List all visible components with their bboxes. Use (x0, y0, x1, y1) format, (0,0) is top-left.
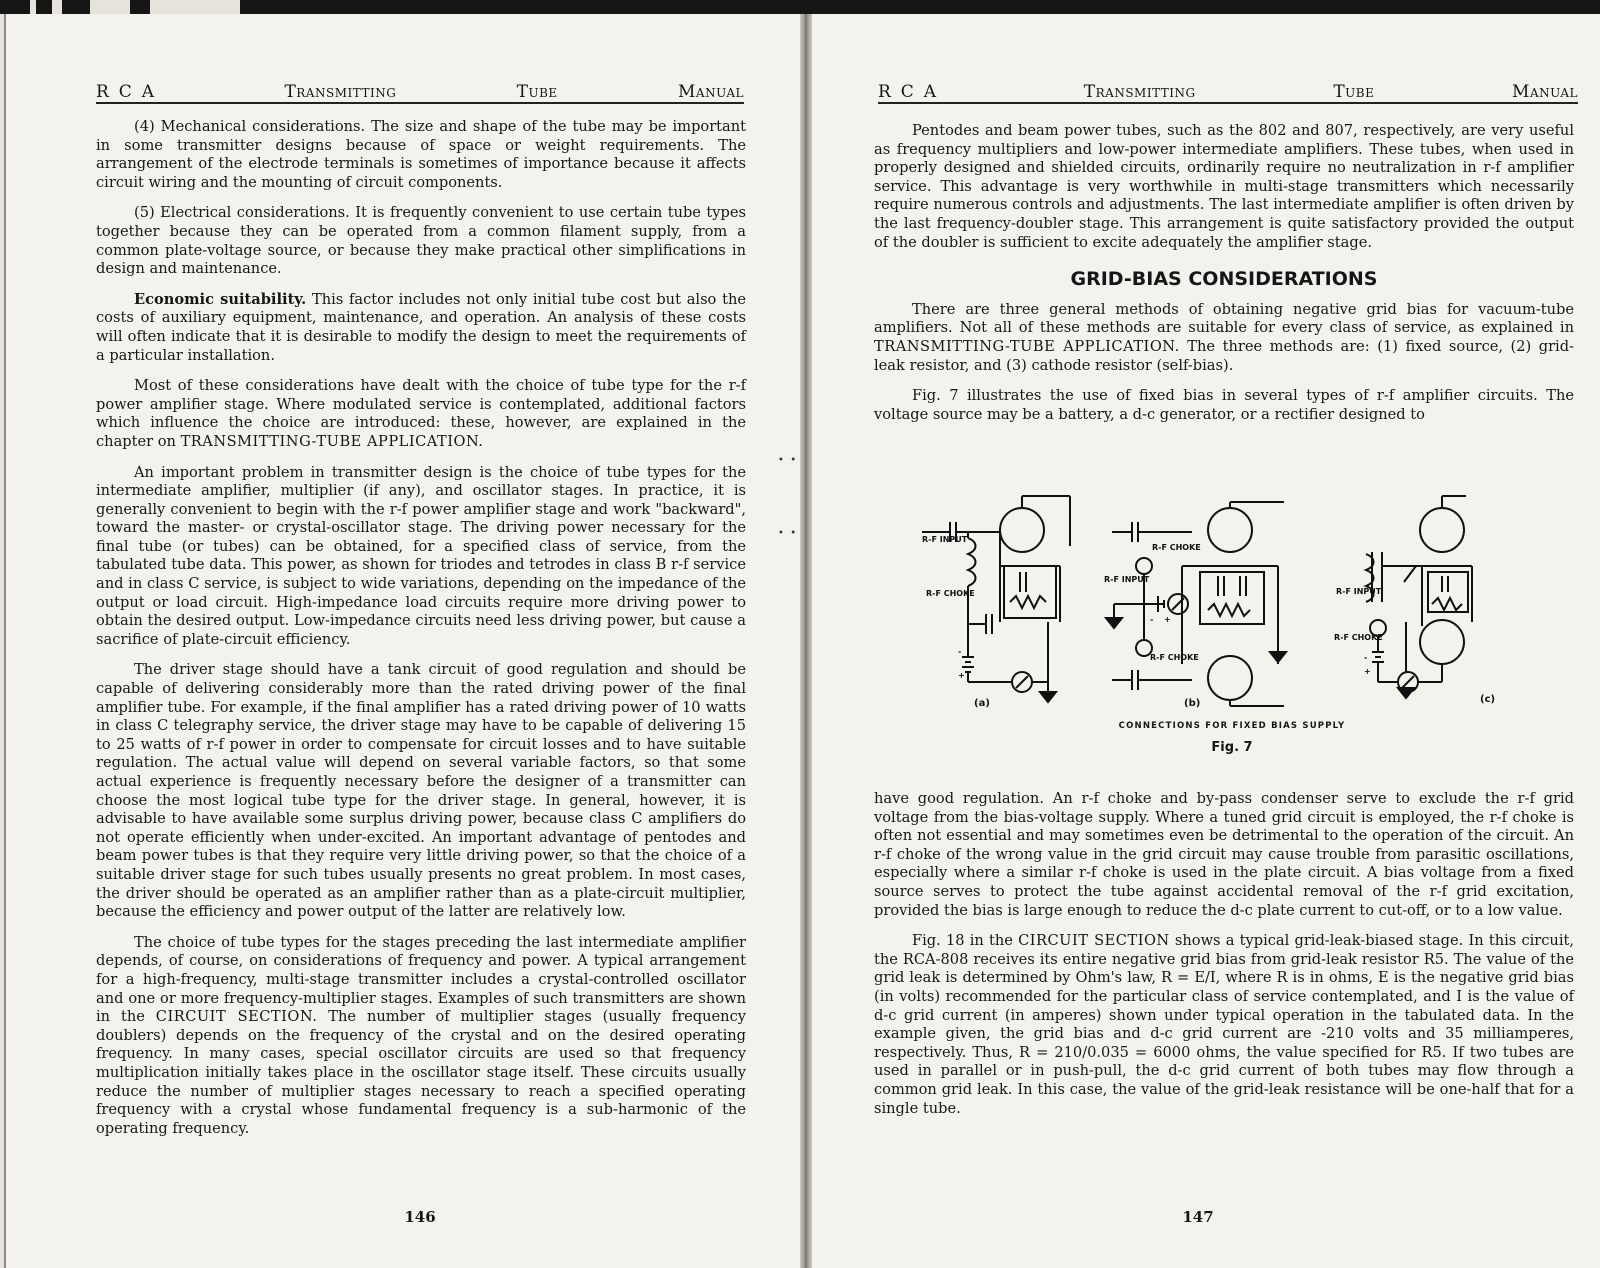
chapter-reference: TRANSMITTING-TUBE APPLICATION. (180, 432, 484, 450)
ground-b (1106, 618, 1122, 628)
paragraph-driver-stage: The driver stage should have a tank circuit of good regulation and should be capable of delivering considerably more than the rated driving power of the final amplifier tube. For example, if the final amplifier has a rated driving power of 10 watts in class C telegraphy service, the driver stage may have to be capable of delivering 15 to 25 watts of r-f power in order to compensate for circuit losses and to have suitable regulation. The actual value will depend on several variable factors, so that some actual experience is frequently necessary before the designer of a transmitter can choose the most logical tube type for the driver stage. In general, however, it is advisable to have available some surplus driving power, because class C amplifiers do not operate efficiently when under-excited. An important advantage of pentodes and beam power tubes is that they require very little driving power, so that the choice of a suitable driver stage for such tubes usually presents no great problem. In most cases, the driver should be operated as an amplifier rather than as a plate-circuit multiplier, because the efficiency and power output of the latter are relatively low. (96, 661, 746, 921)
circuit-section-reference: CIRCUIT SECTION. (155, 1008, 318, 1026)
paragraph-problem: An important problem in transmitter design is the choice of tube types for the intermediate amplifier, multiplier (if any), and oscillator stages. In practice, it is generally convenient to begin with the r-f power amplifier stage and work "backward", toward the master- or crystal-oscillator stage. The driving power necessary for the final tube (or tubes) can be obtained, for a specified class of service, from the tabulated tube data. This power, as shown for triodes and tetrodes in class B r-f service and in class C service, is subject to wide variations, depending on the impedance of the output or load circuit. High-impedance load circuits require more driving power to obtain the desired output. Low-impedance circuits need less driving power, but cause a sacrifice of plate-circuit efficiency. (96, 463, 746, 648)
paragraph-economic (96, 291, 746, 365)
label-rf-choke-c: R-F CHOKE (1334, 633, 1383, 642)
chapter-reference: TRANSMITTING-TUBE APPLICATION. (874, 337, 1180, 355)
running-head-tube: Tube (516, 82, 558, 102)
running-head-transmitting: Transmitting (284, 82, 397, 102)
paragraph-grid-bias-methods (874, 301, 1574, 375)
gutter-mark: • • (778, 528, 797, 539)
circuit-diagram-svg (882, 492, 1582, 774)
tube-b-upper (1208, 508, 1252, 552)
book-gutter (800, 14, 812, 1268)
right-text-column-top (874, 122, 1574, 436)
paragraph-pentodes: Pentodes and beam power tubes, such as the 802 and 807, respectively, are very useful as frequency multipliers and low-power intermediate amplifiers. These tubes, when used in properly designed and shielded circuits, ordinarily require no neutralization in r-f amplifier service. This advantage is very worthwhile in multi-stage transmitters which necessarily require numerous controls and adjustments. The last intermediate amplifier is often driven by the last frequency-doubler stage. This arrangement is quite satisfactory provided the output of the doubler is sufficient to excite adequately the amplifier stage. (874, 122, 1574, 251)
label-plus-a: + (958, 671, 965, 680)
label-plus-b: + (1164, 615, 1171, 624)
circuit-section-reference: CIRCUIT SECTION (1018, 932, 1170, 950)
label-b: (b) (1184, 698, 1201, 709)
ground-c (1398, 688, 1414, 698)
label-rf-choke-b-lower: R-F CHOKE (1150, 653, 1199, 662)
circuit-b (1106, 502, 1286, 706)
left-page (4, 14, 802, 1268)
economic-lead: Economic suitability. (134, 290, 307, 308)
tube-a (1000, 508, 1044, 552)
tube-c-lower (1420, 620, 1464, 664)
running-head-rca: RCA (96, 82, 165, 102)
paragraph-considerations (96, 377, 746, 451)
running-head-manual: Manual (1512, 82, 1578, 102)
tube-c-upper (1420, 508, 1464, 552)
gutter-mark: • • (778, 455, 797, 466)
figure-7-circuit-diagrams (882, 492, 1582, 774)
left-text-column (96, 118, 746, 1150)
right-page (812, 14, 1600, 1268)
paragraph-choice (96, 934, 746, 1139)
paragraph-electrical: (5) Electrical considerations. It is frequently convenient to use certain tube types together because they can be operated from a common filament supply, from a common plate-voltage source, or because they make practical other simplifications in design and maintenance. (96, 204, 746, 278)
page-number-left: 146 (404, 1208, 436, 1226)
figure-caption: CONNECTIONS FOR FIXED BIAS SUPPLY (1118, 721, 1346, 731)
right-text-column-bottom (874, 790, 1574, 1130)
paragraph-grid-leak (874, 932, 1574, 1118)
circuit-c (1366, 496, 1472, 698)
choice-text-b: The number of multiplier stages (usually frequency doublers) depends on the frequency of the crystal and on the desired operating frequency. In many cases, special oscillator circuits are used so that frequency multiplication initially takes place in the oscillator stage itself. These circuits usually reduce the number of multiplier stages necessary to reach a specified operating frequency with a crystal whose fundamental frequency is a sub-harmonic of the operating frequency. (96, 1008, 747, 1137)
choice-text-a: The choice of tube types for the stages preceding the last intermediate amplifier depends, of course, on considerations of frequency and power. A typical arrangement for a high-frequency, multi-stage transmitter includes a crystal-controlled oscillator and one or more frequency-multiplier stages. Examples of such transmitters are shown in the (96, 933, 746, 1026)
running-head-manual: Manual (678, 82, 744, 102)
label-a: (a) (974, 698, 990, 709)
running-head-transmitting: Transmitting (1083, 82, 1196, 102)
considerations-text: Most of these considerations have dealt with the choice of tube type for the r-f power amplifier stage. Where modulated service is contemplated, additional factors which influence the choice are introduced: these, however, are explained in the chapter on (96, 377, 746, 450)
rf-choke-b-upper (1136, 558, 1152, 574)
economic-text: This factor includes not only initial tube cost but also the costs of auxiliary equipment, maintenance, and operation. An analysis of these costs will often indicate that it is desirable to modify the design to meet the requirements of a particular installation. (96, 290, 747, 364)
running-head-tube: Tube (1333, 82, 1375, 102)
label-c: (c) (1480, 694, 1496, 705)
grid-leak-text-b: shows a typical grid-leak-biased stage. In this circuit, the RCA-808 receives its entire negative grid bias from grid-leak resistor R5. The value of the grid leak is determined by Ohm's law, R = E/I, where R is in ohms, E is the negative grid bias (in volts) recommended for the particular class of service contemplated, and I is the value of d-c grid current (in amperes) shown under typical operation in the tabulated data. In the example given, the grid bias and d-c grid current are -210 volts and 35 milliamperes, respectively. Thus, R = 210/0.035 = 6000 ohms, the value specified for R5. If two tubes are used in parallel or in push-pull, the d-c grid current of both tubes may flow through a common grid leak. In this case, the value of the grid-leak resistance will be one-half that for a single tube. (874, 932, 1575, 1117)
label-rf-input-c: R-F INPUT (1336, 587, 1382, 596)
label-minus-b: - (1150, 615, 1154, 624)
methods-text-a: There are three general methods of obtaining negative grid bias for vacuum-tube amplifiers. Not all of these methods are suitable for every class of service, as explained in (874, 300, 1574, 337)
running-head-right (878, 76, 1578, 104)
scan-top-edge (0, 0, 1600, 14)
running-head-rca: RCA (878, 82, 947, 102)
paragraph-fig7-intro: Fig. 7 illustrates the use of fixed bias in several types of r-f amplifier circuits. The voltage source may be a battery, a d-c generator, or a rectifier designed to (874, 387, 1574, 423)
label-minus-a: - (958, 647, 962, 656)
methods-text-b: The three methods are: (1) fixed source, (2) grid-leak resistor, and (3) cathode resistor (self-bias). (874, 337, 1574, 374)
label-rf-choke-b-upper: R-F CHOKE (1152, 543, 1201, 552)
label-rf-input-a: R-F INPUT (922, 535, 968, 544)
paragraph-regulation: have good regulation. An r-f choke and by-pass condenser serve to exclude the r-f grid voltage from the bias-voltage supply. Where a tuned grid circuit is employed, the r-f choke is often not essential and may sometimes even be detrimental to the operation of the circuit. An r-f choke of the wrong value in the grid circuit may cause trouble from parasitic oscillations, especially where a similar r-f choke is used in the plate circuit. A bias voltage from a fixed source serves to protect the tube against accidental removal of the r-f grid excitation, provided the bias is large enough to reduce the d-c plate current to cut-off, or to a low value. (874, 790, 1574, 919)
page-number-right: 147 (1182, 1208, 1214, 1226)
label-rf-input-b: R-F INPUT (1104, 575, 1150, 584)
tube-b-lower (1208, 656, 1252, 700)
circuit-a (922, 496, 1070, 702)
label-rf-choke-a: R-F CHOKE (926, 589, 975, 598)
section-heading: GRID-BIAS CONSIDERATIONS (1070, 268, 1378, 291)
figure-label: Fig. 7 (1211, 740, 1253, 755)
label-plus-c: + (1364, 667, 1371, 676)
paragraph-mechanical: (4) Mechanical considerations. The size and shape of the tube may be important in some transmitter designs because of space or weight requirements. The arrangement of the electrode terminals is sometimes of importance because it affects circuit wiring and the mounting of circuit components. (96, 118, 746, 191)
running-head-left (96, 76, 744, 104)
ground-b2 (1270, 652, 1286, 662)
grid-leak-text-a: Fig. 18 in the (912, 932, 1019, 950)
label-minus-c: - (1364, 653, 1368, 662)
ground-a (1040, 692, 1056, 702)
rf-choke-a (968, 538, 976, 586)
